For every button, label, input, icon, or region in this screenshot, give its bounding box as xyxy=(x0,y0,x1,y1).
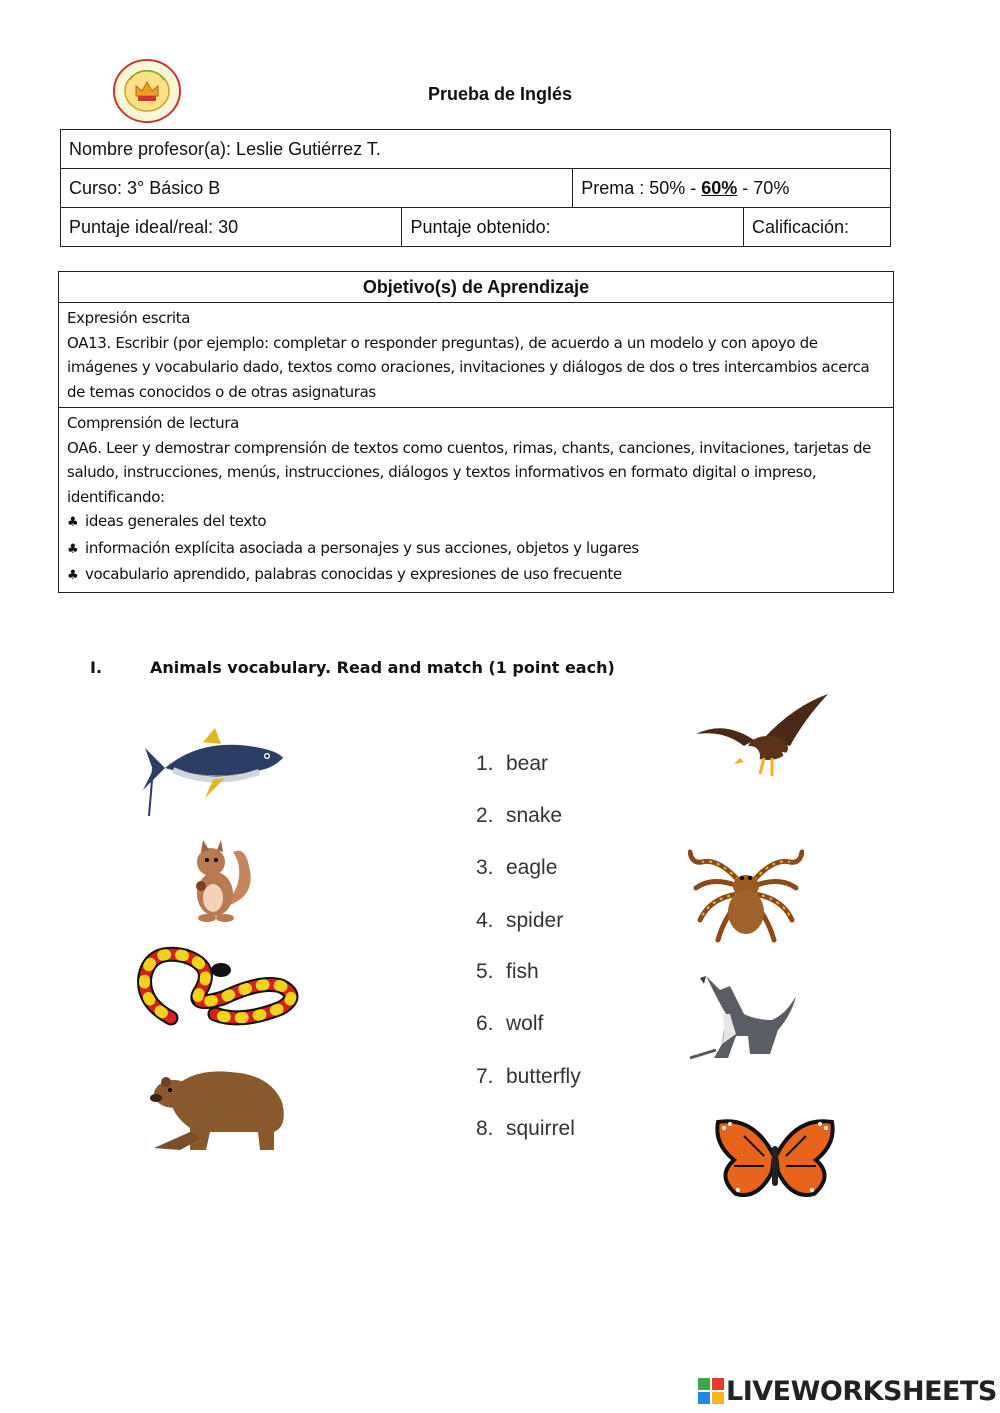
reading-objective xyxy=(59,408,894,593)
section-title: Animals vocabulary. Read and match (1 point each) xyxy=(150,658,615,677)
squirrel-picture xyxy=(187,836,257,924)
club-bullet-icon: ♣ xyxy=(67,541,79,557)
score-obtained: Puntaje obtenido: xyxy=(402,208,743,247)
reading-title: Comprensión de lectura xyxy=(67,414,239,432)
score-ideal: Puntaje ideal/real: 30 xyxy=(61,208,402,247)
liveworksheets-watermark xyxy=(698,1374,997,1408)
reading-text: OA6. Leer y demostrar comprensión de textos como cuentos, rimas, chants, canciones, invitaciones, tarjetas de saludo, instrucciones, menús, instrucciones, diálogos y textos informativos en formato digital o impreso, identificando: xyxy=(67,438,872,506)
bullet-item: ♣ vocabulario aprendido, palabras conocidas y expresiones de uso frecuente xyxy=(67,562,885,589)
prema-prefix: Prema : 50% - xyxy=(581,177,702,198)
objectives-table xyxy=(58,271,894,593)
watermark-text: LIVEWORKSHEETS xyxy=(726,1375,997,1407)
bullet-item: ♣ información explícita asociada a personajes y sus acciones, objetos y lugares xyxy=(67,536,885,563)
fish-picture xyxy=(143,728,285,818)
word-item: 4. spider xyxy=(476,909,564,932)
snake-picture xyxy=(131,940,306,1026)
writing-objective xyxy=(59,303,894,408)
writing-text: OA13. Escribir (por ejemplo: completar o responder preguntas), de acuerdo a un modelo y con apoyo de imágenes y vocabulario dado, textos como oraciones, invitaciones y diálogos de dos o tres intercambios acerca de temas conocidos o de otras asignaturas xyxy=(67,333,870,401)
word-item: 3. eagle xyxy=(476,856,558,879)
section-heading xyxy=(90,658,615,677)
word-item: 1. bear xyxy=(476,752,549,775)
prema xyxy=(573,169,891,208)
word-item: 2. snake xyxy=(476,804,563,827)
prema-highlight: 60% xyxy=(701,177,738,198)
writing-title: Expresión escrita xyxy=(67,309,191,327)
butterfly-picture xyxy=(714,1116,836,1202)
wolf-picture xyxy=(686,974,798,1060)
eagle-picture xyxy=(694,690,830,782)
page-title: Prueba de Inglés xyxy=(427,84,573,104)
club-bullet-icon: ♣ xyxy=(67,515,79,530)
grade: Calificación: xyxy=(743,208,890,247)
word-item: 8. squirrel xyxy=(476,1117,575,1140)
bear-picture xyxy=(150,1062,290,1154)
word-item: 5. fish xyxy=(476,960,539,983)
info-table xyxy=(60,129,891,247)
word-item: 7. butterfly xyxy=(476,1065,581,1088)
course: Curso: 3° Básico B xyxy=(61,169,573,208)
prema-suffix: - 70% xyxy=(737,177,790,198)
club-bullet-icon: ♣ xyxy=(67,568,79,583)
spider-picture xyxy=(688,838,804,944)
liveworksheets-logo-icon xyxy=(698,1378,724,1404)
objectives-heading: Objetivo(s) de Aprendizaje xyxy=(59,272,894,303)
section-number: I. xyxy=(90,658,103,677)
teacher-name: Nombre profesor(a): Leslie Gutiérrez T. xyxy=(61,130,891,169)
word-item: 6. wolf xyxy=(476,1012,544,1035)
bullet-item: ♣ ideas generales del texto xyxy=(67,509,885,536)
